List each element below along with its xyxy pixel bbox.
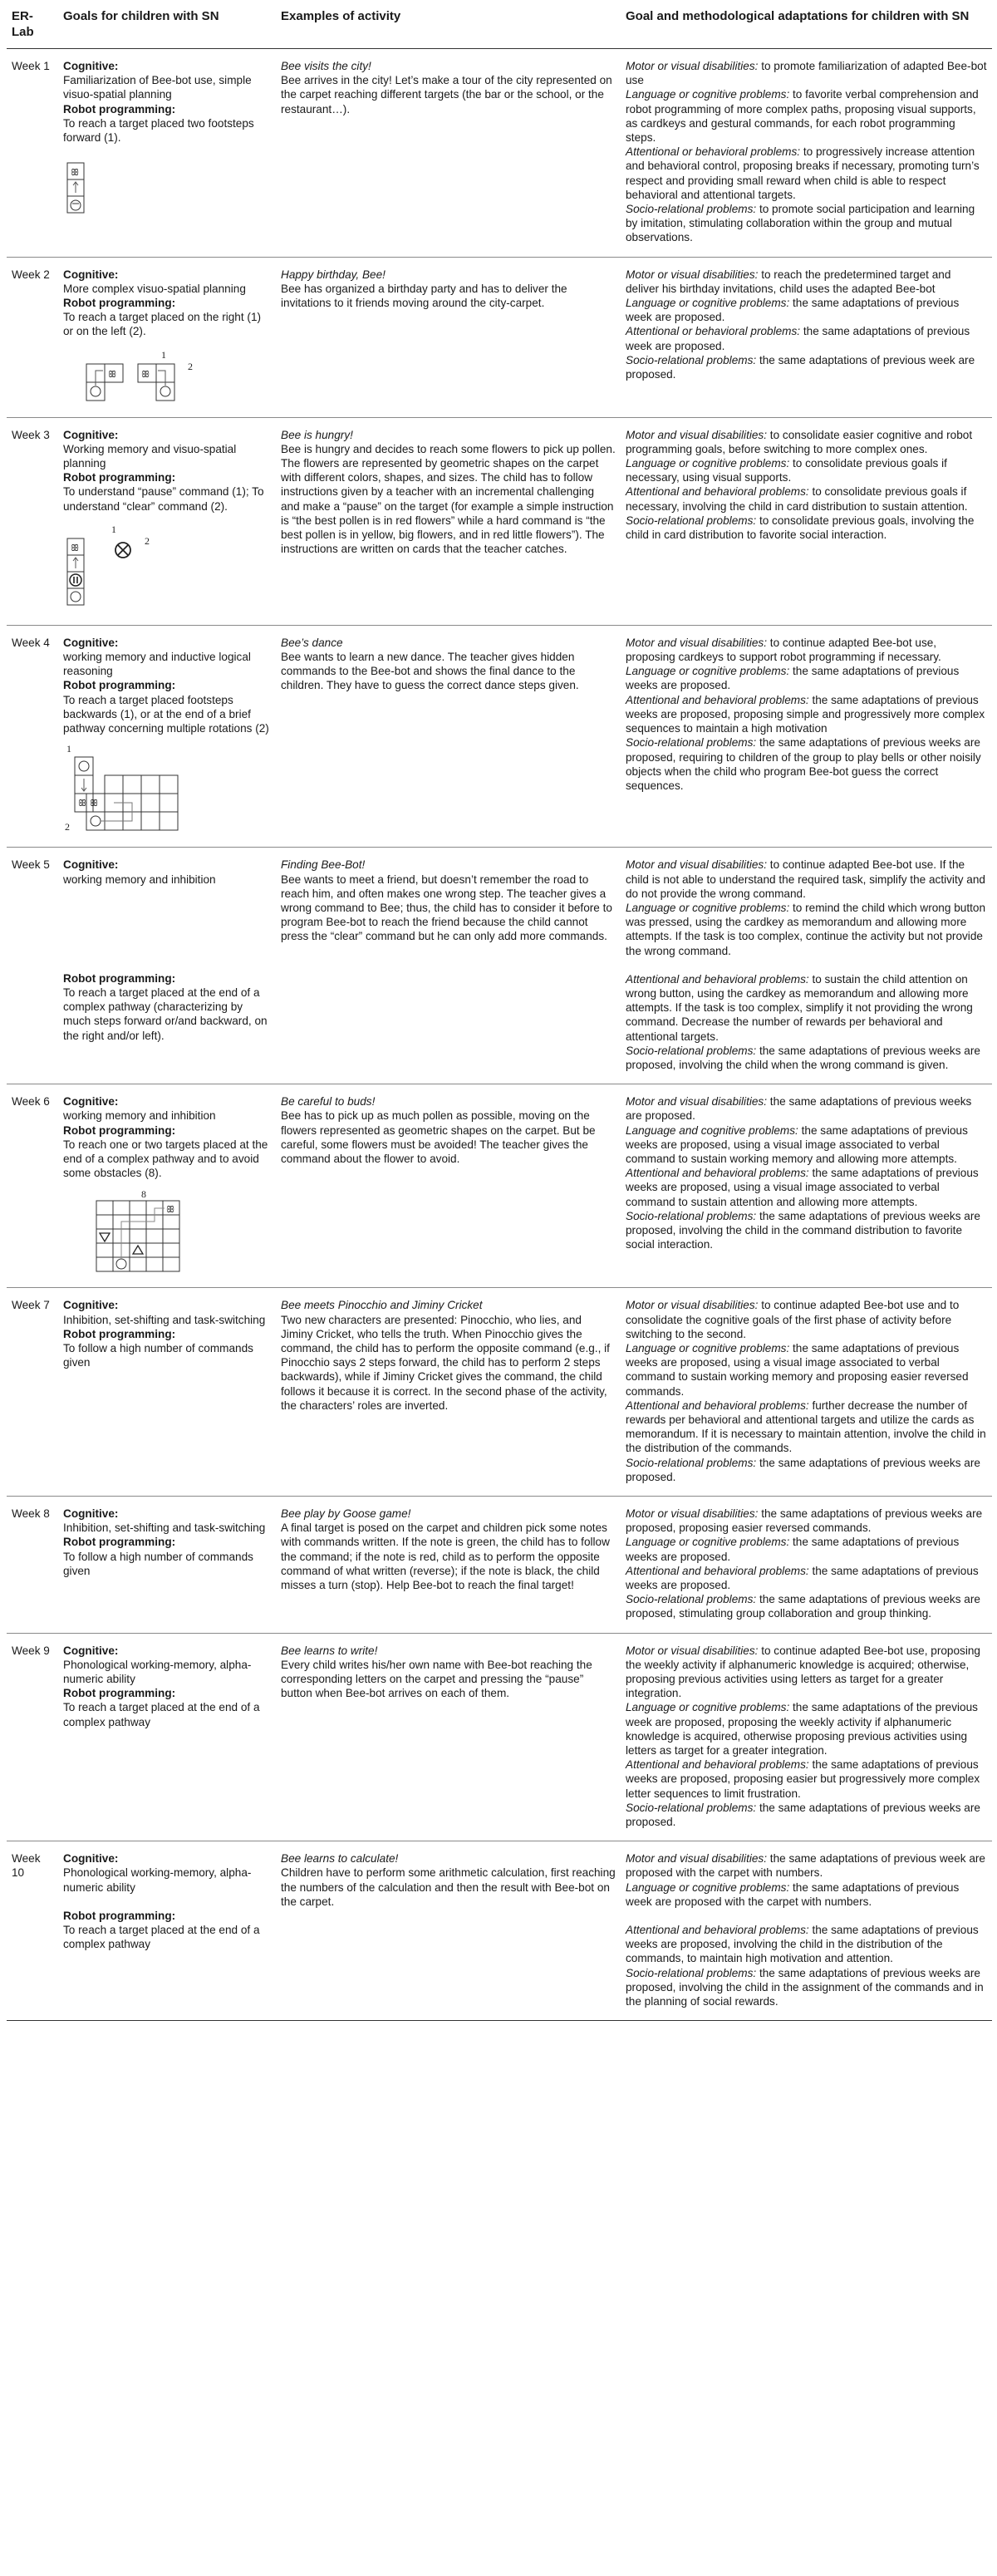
adaptation-label: Language or cognitive problems: xyxy=(626,1536,790,1549)
adaptation-label: Motor or visual disabilities: xyxy=(626,1507,759,1520)
robot-programming-label: Robot programming: xyxy=(63,297,176,310)
robot-programming-label: Robot programming: xyxy=(63,471,176,484)
activity-title: Bee’s dance xyxy=(281,636,343,649)
adaptation-label: Attentional and behavioral problems: xyxy=(626,1399,809,1412)
adaptation-text: to progressively increase attention and behavioral control, proposing breaks if necessary, promoting turn’s respect and providing small reward when child is able to respect behavioral and attentional targets. xyxy=(626,145,980,201)
adaptation-text: further decrease the number of rewards per behavioral and attentional targets and utilize the cards as memorandum. If it is necessary to maintain attention, involve the child in the distribution of the commands. xyxy=(626,1399,986,1455)
robot-programming-text: To reach a target placed footsteps backwards (1), or at the end of a brief pathway concerning multiple rotations (2) xyxy=(63,693,269,735)
week-row xyxy=(7,625,992,847)
cognitive-label: Cognitive: xyxy=(63,1507,119,1520)
svg-text:ꕥ: ꕥ xyxy=(108,369,117,380)
adaptation-label: Socio-relational problems: xyxy=(626,1801,757,1814)
backwards-rotation-figure xyxy=(63,744,271,835)
adaptation-label: Motor or visual disabilities: xyxy=(626,1299,759,1312)
week-label: Week 9 xyxy=(7,1633,58,1841)
robot-programming-text: To reach a target placed two footsteps forward (1). xyxy=(63,116,254,145)
week-row xyxy=(7,257,992,417)
cognitive-text: Familiarization of Bee-bot use, simple visuo-spatial planning xyxy=(63,74,252,101)
robot-programming-label: Robot programming: xyxy=(63,1687,176,1700)
adaptation-label: Attentional and behavioral problems: xyxy=(626,693,809,706)
figure-label: 2 xyxy=(65,821,70,833)
er-lab-table xyxy=(7,3,992,2021)
robot-programming-text: To reach a target placed at the end of a complex pathway (characterizing by much steps forward or/and backward, on the right and/or left). xyxy=(63,986,268,1042)
cognitive-label: Cognitive: xyxy=(63,636,119,649)
adaptation-text: the same adaptations of previous weeks are proposed, involving the child when the wrong command is given. xyxy=(626,1044,980,1071)
svg-text:ꕥ: ꕥ xyxy=(166,1205,175,1216)
adaptation-text: the same adaptations of previous weeks are proposed, stimulating group collaboration and group thinking. xyxy=(626,1593,980,1620)
adaptation-text: the same adaptations of previous weeks are proposed. xyxy=(626,1456,980,1483)
week-label: Week 3 xyxy=(7,417,58,625)
adaptation-text: to continue adapted Bee-bot use. If the child is not able to understand the required task, simplify the activity and do not provide the wrong command. xyxy=(626,858,985,900)
adaptation-label: Socio-relational problems: xyxy=(626,1966,757,1979)
cognitive-text: working memory and inhibition xyxy=(63,1109,216,1123)
activity-text: Bee has to pick up as much pollen as possible, moving on the flowers represented as geometric shapes on the carpet. But be careful, some flowers must be avoided! The teacher gives the command about the flower to avoid. xyxy=(281,1109,596,1165)
activity-cell xyxy=(276,1497,621,1634)
adaptation-label: Attentional and behavioral problems: xyxy=(626,1758,809,1772)
cognitive-text: More complex visuo-spatial planning xyxy=(63,282,246,295)
week-row xyxy=(7,1633,992,1841)
week-label: Week 6 xyxy=(7,1084,58,1288)
activity-text: Bee is hungry and decides to reach some flowers to pick up pollen. The flowers are represented by geometric shapes on the carpet with different colors, shapes, and sizes. The child has to follow instructions given by a teacher with an incremental challenging and make a “pause” on the target (for example a simple instruction is “the best pollen is in red flowers” while a hard command is “the best pollen is in yellow, big flowers, and in red little flowers”). The instructions are written on cards that the teacher catches. xyxy=(281,442,616,556)
activity-title: Bee is hungry! xyxy=(281,428,353,441)
adaptation-text: to consolidate previous goals, involving the child in card distribution to favorite social interaction. xyxy=(626,514,975,542)
activity-title: Finding Bee-Bot! xyxy=(281,858,366,872)
adaptations-cell xyxy=(621,1841,992,2021)
activity-text: Two new characters are presented: Pinocchio, who lies, and Jiminy Cricket, who tells the truth. When Pinocchio gives the command, the child has to perform the opposite command (e.g., if Pinocchio says 2 steps forward, the child has to perform 2 steps backwards), while if Jiminy Cricket gives the command, the child follows it because it is correct. In the second phase of the activity, the characters’ roles are inverted. xyxy=(281,1313,610,1412)
adaptation-text: the same adaptations of previous weeks are proposed, involving the child in the assignment of the commands and in the planning of social rewards. xyxy=(626,1966,984,2008)
week-label: Week 1 xyxy=(7,49,58,258)
cognitive-text: Inhibition, set-shifting and task-switching xyxy=(63,1313,266,1326)
cognitive-label: Cognitive: xyxy=(63,1852,119,1866)
adaptation-text: the same adaptations of previous week are proposed with the carpet with numbers. xyxy=(626,1852,985,1880)
obstacle-grid-figure xyxy=(63,1188,271,1276)
svg-text:ꕥ: ꕥ xyxy=(78,799,87,809)
robot-programming-text: To follow a high number of commands given xyxy=(63,1341,253,1369)
week-label: Week 2 xyxy=(7,257,58,417)
robot-programming-label: Robot programming: xyxy=(63,971,176,985)
adaptation-text: the same adaptations of previous weeks are proposed, involving the child in the command distribution to favorite social interaction. xyxy=(626,1209,980,1251)
week-label: Week 10 xyxy=(7,1841,58,2021)
adaptation-text: to consolidate easier cognitive and robot programming goals, before switching to more complex ones. xyxy=(626,428,973,455)
activity-cell xyxy=(276,625,621,847)
adaptation-text: the same adaptations of previous weeks are proposed, using a visual image associated to verbal command to sustain working memory and allowing more attempts. xyxy=(626,1123,968,1165)
activity-title: Bee learns to write! xyxy=(281,1644,378,1657)
cognitive-label: Cognitive: xyxy=(63,60,119,72)
cognitive-label: Cognitive: xyxy=(63,428,119,441)
adaptation-label: Language or cognitive problems: xyxy=(626,1341,790,1354)
adaptations-cell xyxy=(621,1497,992,1634)
adaptation-label: Attentional and behavioral problems: xyxy=(626,485,809,499)
activity-cell xyxy=(276,49,621,258)
activity-text: Bee wants to meet a friend, but doesn’t remember the road to reach him, and often makes one wrong step. The teacher gives a wrong command to Bee; thus, the child has to consider it before to program Bee-bot to reach the friend because the child cannot press the “clear” command but he can only add more commands. xyxy=(281,873,612,943)
week-row xyxy=(7,1841,992,2021)
adaptation-label: Motor and visual disabilities: xyxy=(626,858,768,872)
activity-cell xyxy=(276,417,621,625)
adaptation-text: the same adaptations of previous weeks are proposed, involving the child in the distribution of the commands, to maintain high motivation and attention. xyxy=(626,1924,979,1965)
goals-cell xyxy=(58,625,276,847)
goals-cell xyxy=(58,1288,276,1497)
activity-title: Happy birthday, Bee! xyxy=(281,268,386,281)
cognitive-text: Phonological working-memory, alpha-numeric ability xyxy=(63,1866,252,1894)
activity-title: Bee play by Goose game! xyxy=(281,1507,411,1520)
adaptation-text: the same adaptations of previous weeks are proposed. xyxy=(626,1095,972,1123)
activity-cell xyxy=(276,257,621,417)
adaptation-text: the same adaptations of previous weeks are proposed, using a visual image associated to verbal command to sustain working memory and proposing easier reversed commands. xyxy=(626,1341,969,1398)
adaptations-cell xyxy=(621,1084,992,1288)
week-row xyxy=(7,848,992,1084)
adaptation-label: Attentional and behavioral problems: xyxy=(626,1924,809,1937)
adaptation-label: Attentional and behavioral problems: xyxy=(626,1167,809,1180)
adaptation-text: the same adaptations of the previous week are proposed, proposing the weekly activity if alphanumeric knowledge is acquired, otherwise proposing previous activities using letters as target for a greater integration. xyxy=(626,1701,978,1757)
week-row xyxy=(7,1497,992,1634)
week-label: Week 4 xyxy=(7,625,58,847)
week-label: Week 7 xyxy=(7,1288,58,1497)
goals-cell xyxy=(58,1084,276,1288)
adaptation-text: to continue adapted Bee-bot use, proposing the weekly activity if alphanumeric knowledge is acquired; otherwise, proposing previous activities using letters as target for a greater integration. xyxy=(626,1644,980,1700)
adaptation-label: Socio-relational problems: xyxy=(626,353,757,366)
goals-cell xyxy=(58,848,276,1084)
goals-cell xyxy=(58,49,276,258)
week-row xyxy=(7,49,992,258)
header-adaptations: Goal and methodological adaptations for children with SN xyxy=(621,3,992,49)
activity-text: Children have to perform some arithmetic calculation, first reaching the numbers of the calculation and then the result with Bee-bot on the carpet. xyxy=(281,1866,616,1908)
adaptation-text: to continue adapted Bee-bot use, proposing cardkeys to support robot programming if necessary. xyxy=(626,636,941,664)
robot-programming-label: Robot programming: xyxy=(63,1909,176,1922)
adaptation-text: to reach the predetermined target and deliver his birthday invitations, child uses the adapted Bee-bot xyxy=(626,268,951,295)
adaptation-label: Motor and visual disabilities: xyxy=(626,636,768,649)
cognitive-label: Cognitive: xyxy=(63,1644,119,1657)
header-er-lab: ER-Lab xyxy=(7,3,58,49)
activity-title: Bee visits the city! xyxy=(281,60,371,72)
adaptation-text: the same adaptations of previous week are proposed with the carpet with numbers. xyxy=(626,1880,960,1908)
adaptations-cell xyxy=(621,257,992,417)
adaptations-cell xyxy=(621,49,992,258)
robot-programming-label: Robot programming: xyxy=(63,1536,176,1549)
activity-title: Be careful to buds! xyxy=(281,1095,376,1109)
adaptation-label: Attentional or behavioral problems: xyxy=(626,325,801,338)
adaptation-text: the same adaptations of previous weeks are proposed, proposing easier but progressively more complex letter sequences to limit frustration. xyxy=(626,1758,980,1800)
adaptation-label: Motor and visual disabilities: xyxy=(626,428,768,441)
adaptation-text: the same adaptations of previous weeks are proposed, using a visual image associated to verbal command to sustain attention and allowing more attempts. xyxy=(626,1167,979,1208)
adaptation-text: the same adaptations of previous weeks are proposed. xyxy=(626,1536,960,1563)
figure-label: 2 xyxy=(145,534,150,547)
robot-programming-text: To reach a target placed on the right (1) or on the left (2). xyxy=(63,311,262,338)
goals-cell xyxy=(58,1497,276,1634)
activity-text: Bee arrives in the city! Let’s make a tour of the city represented on the carpet reaching different targets (the bar or the school, or the restaurant…). xyxy=(281,74,612,116)
adaptations-cell xyxy=(621,1288,992,1497)
activity-title: Bee meets Pinocchio and Jiminy Cricket xyxy=(281,1299,483,1312)
cognitive-text: Inhibition, set-shifting and task-switching xyxy=(63,1522,266,1535)
adaptation-label: Socio-relational problems: xyxy=(626,203,757,216)
adaptation-text: to consolidate previous goals if necessary, using visual supports. xyxy=(626,457,947,484)
week-label: Week 5 xyxy=(7,848,58,1084)
adaptations-cell xyxy=(621,848,992,1084)
week-row xyxy=(7,1288,992,1497)
robot-programming-label: Robot programming: xyxy=(63,102,176,116)
header-row xyxy=(7,3,992,49)
goals-cell xyxy=(58,257,276,417)
robot-programming-label: Robot programming: xyxy=(63,1327,176,1340)
adaptation-label: Socio-relational problems: xyxy=(626,736,757,750)
robot-programming-label: Robot programming: xyxy=(63,1123,176,1137)
adaptation-text: to continue adapted Bee-bot use and to consolidate the cognitive goals of the first phase of activity before switching to the second. xyxy=(626,1299,960,1340)
header-goals: Goals for children with SN xyxy=(58,3,276,49)
adaptation-label: Attentional and behavioral problems: xyxy=(626,972,809,986)
adaptation-label: Socio-relational problems: xyxy=(626,1209,757,1222)
figure-label: 8 xyxy=(141,1188,146,1201)
adaptations-cell xyxy=(621,1633,992,1841)
adaptation-label: Language or cognitive problems: xyxy=(626,1701,790,1714)
cognitive-text: Working memory and visuo-spatial planning xyxy=(63,442,237,470)
adaptation-text: the same adaptations of previous weeks are proposed. xyxy=(626,1801,980,1829)
adaptation-label: Motor or visual disabilities: xyxy=(626,60,759,72)
adaptation-text: the same adaptations of previous week are proposed. xyxy=(626,353,975,381)
adaptation-label: Language or cognitive problems: xyxy=(626,88,790,101)
activity-cell xyxy=(276,1633,621,1841)
week-row xyxy=(7,1084,992,1288)
adaptation-text: to sustain the child attention on wrong button, using the cardkey as memorandum and allowing more attempts. If the task is too complex, simplify it not providing the wrong command. Decrease the number of rewards per behavioral and attentional targets. xyxy=(626,972,973,1043)
goals-cell xyxy=(58,1841,276,2021)
adaptation-text: to remind the child which wrong button was pressed, using the cardkey as memorandum and allowing more attempts. If the task is too complex, continue the activity but not provide the wrong command. xyxy=(626,901,986,957)
adaptation-label: Language or cognitive problems: xyxy=(626,665,790,678)
adaptation-text: the same adaptations of previous weeks are proposed. xyxy=(626,665,960,692)
svg-text:ꕥ: ꕥ xyxy=(71,543,80,553)
adaptation-label: Attentional and behavioral problems: xyxy=(626,1564,809,1577)
cognitive-label: Cognitive: xyxy=(63,1299,119,1312)
svg-text:ꕥ: ꕥ xyxy=(71,168,80,179)
adaptation-text: the same adaptations of previous weeks are proposed, proposing simple and progressively more complex sequences to maintain a high motivation xyxy=(626,693,985,735)
robot-programming-text: To understand “pause” command (1); To understand “clear” command (2). xyxy=(63,485,264,513)
robot-programming-text: To reach a target placed at the end of a complex pathway xyxy=(63,1924,260,1951)
adaptation-label: Language or cognitive problems: xyxy=(626,901,790,914)
adaptation-label: Language or cognitive problems: xyxy=(626,1880,790,1894)
figure-label: 1 xyxy=(66,744,71,755)
cognitive-label: Cognitive: xyxy=(63,1095,119,1109)
activity-cell xyxy=(276,1084,621,1288)
adaptations-cell xyxy=(621,417,992,625)
goals-cell xyxy=(58,417,276,625)
adaptation-text: the same adaptations of previous weeks are proposed, requiring to children of the group to play bells or other noisily objects when the child who program Bee-bot guess the correct sequences. xyxy=(626,736,981,792)
adaptation-label: Attentional or behavioral problems: xyxy=(626,145,801,159)
svg-text:ꕥ: ꕥ xyxy=(141,369,150,380)
pause-clear-figure xyxy=(63,522,271,613)
adaptation-label: Language or cognitive problems: xyxy=(626,297,790,310)
adaptation-label: Socio-relational problems: xyxy=(626,1593,757,1606)
activity-cell xyxy=(276,1288,621,1497)
cognitive-text: Phonological working-memory, alpha-numeric ability xyxy=(63,1658,252,1686)
adaptation-text: the same adaptations of previous weeks are proposed. xyxy=(626,1564,979,1592)
adaptation-label: Motor and visual disabilities: xyxy=(626,1095,768,1109)
robot-programming-text: To follow a high number of commands given xyxy=(63,1550,253,1577)
cognitive-label: Cognitive: xyxy=(63,858,119,872)
cognitive-text: working memory and inhibition xyxy=(63,873,216,886)
figure-label: 2 xyxy=(188,360,193,372)
cognitive-label: Cognitive: xyxy=(63,268,119,281)
activity-title: Bee learns to calculate! xyxy=(281,1852,399,1866)
activity-text: Every child writes his/her own name with Bee-bot reaching the corresponding letters on the carpet and pressing the “pause” button when Bee-bot arrives on each of them. xyxy=(281,1658,592,1700)
robot-programming-text: To reach a target placed at the end of a complex pathway xyxy=(63,1701,260,1728)
header-examples: Examples of activity xyxy=(276,3,621,49)
figure-label: 1 xyxy=(111,523,116,535)
cardkey-figure xyxy=(63,153,271,219)
adaptations-cell xyxy=(621,625,992,847)
week-row xyxy=(7,417,992,625)
turn-commands-figure xyxy=(63,347,271,406)
activity-text: Bee has organized a birthday party and has to deliver the invitations to it friends moving around the city-carpet. xyxy=(281,282,567,310)
adaptation-text: to favorite verbal comprehension and robot programming of more complex paths, proposing visual supports, as cardkeys and gestural commands, for each robot programming steps. xyxy=(626,88,979,145)
adaptation-label: Language and cognitive problems: xyxy=(626,1123,798,1137)
adaptation-label: Motor or visual disabilities: xyxy=(626,1644,759,1657)
robot-programming-text: To reach one or two targets placed at the end of a complex pathway and to avoid some obstacles (8). xyxy=(63,1138,268,1180)
adaptation-text: the same adaptations of previous weeks are proposed, proposing easier reversed commands. xyxy=(626,1507,983,1535)
activity-cell xyxy=(276,848,621,1084)
adaptation-text: the same adaptations of previous week are proposed. xyxy=(626,325,970,352)
activity-text: A final target is posed on the carpet and children pick some notes with commands written. If the note is green, the child has to follow the command; if the note is red, child as to perform the opposite command of what written (reverse); if the note is black, the child misses a turn (stop). Help Bee-bot to reach the final target! xyxy=(281,1522,610,1592)
robot-programming-label: Robot programming: xyxy=(63,679,176,692)
week-label: Week 8 xyxy=(7,1497,58,1634)
adaptation-text: to promote social participation and learning by imitation, stimulating collaboration within the group and mutual observations. xyxy=(626,203,975,244)
goals-cell xyxy=(58,1633,276,1841)
adaptation-text: to promote familiarization of adapted Bee-bot use xyxy=(626,60,987,87)
adaptation-label: Motor and visual disabilities: xyxy=(626,1852,768,1866)
cognitive-text: working memory and inductive logical reasoning xyxy=(63,651,251,678)
figure-label: 1 xyxy=(161,348,166,361)
activity-text: Bee wants to learn a new dance. The teacher gives hidden commands to the Bee-bot and shows the final dance to the children. They have to guess the correct dance steps given. xyxy=(281,651,579,692)
adaptation-label: Socio-relational problems: xyxy=(626,514,757,527)
adaptation-text: the same adaptations of previous week are proposed. xyxy=(626,297,960,324)
adaptation-label: Motor or visual disabilities: xyxy=(626,268,759,281)
svg-text:ꕥ: ꕥ xyxy=(90,799,99,809)
adaptation-label: Language or cognitive problems: xyxy=(626,457,790,470)
adaptation-label: Socio-relational problems: xyxy=(626,1456,757,1469)
adaptation-text: to consolidate previous goals if necessary, involving the child in card distribution to sustain attention. xyxy=(626,485,968,513)
activity-cell xyxy=(276,1841,621,2021)
adaptation-label: Socio-relational problems: xyxy=(626,1044,757,1057)
